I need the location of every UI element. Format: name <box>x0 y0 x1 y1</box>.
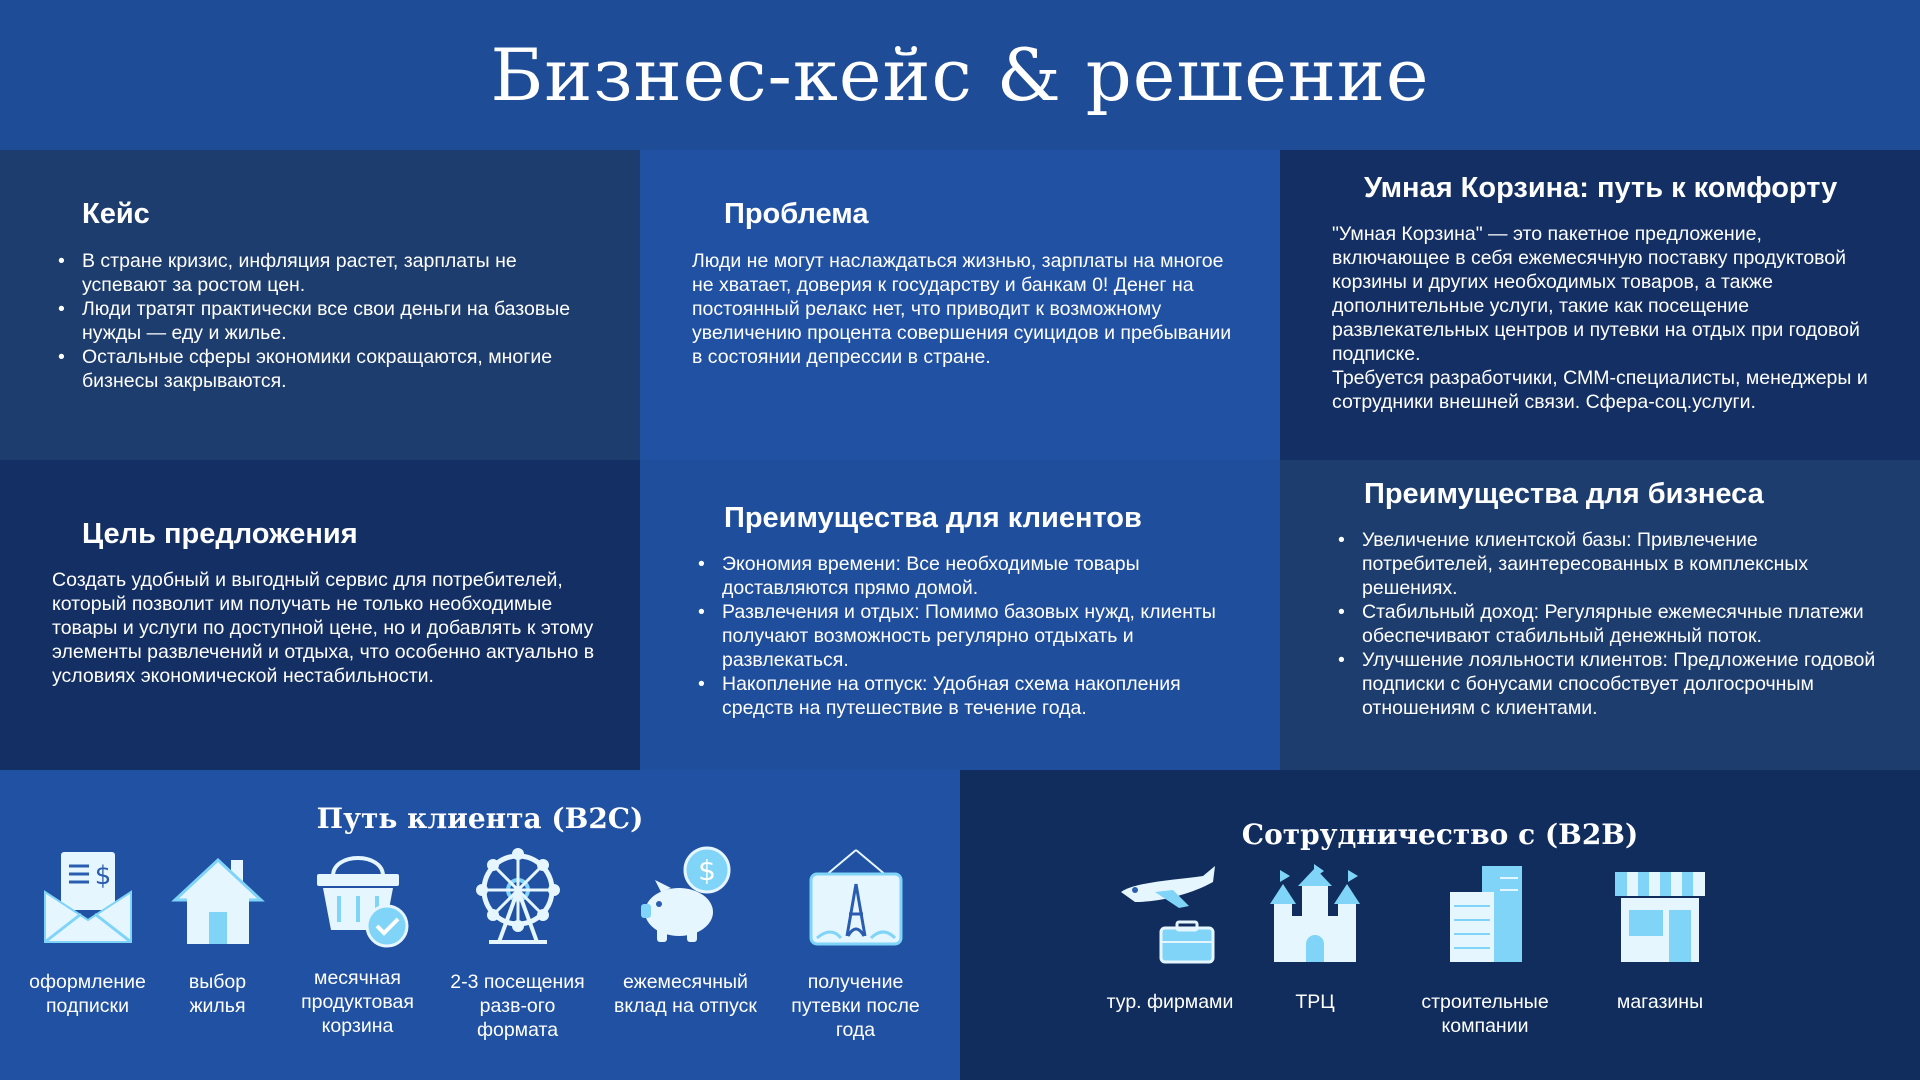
business-benefit-item: • Улучшение лояльности клиентов: Предложение годовой подписки с бонусами способствует долгосрочным отношениям с клиентами. <box>1332 648 1887 720</box>
goal-body: Создать удобный и выгодный сервис для потребителей, который позволит им получать не только необходимые товары и услуги по доступной цене, но и добавлять к этому элементы развлечений и отдыха, что особенно актуально в условиях экономической нестабильности. <box>52 569 595 687</box>
b2c-step-voucher <box>773 842 938 1042</box>
envelope-icon <box>33 842 143 952</box>
castle-icon <box>1260 862 1370 972</box>
smart-basket-panel <box>1280 150 1920 460</box>
b2c-step-label: 2-3 посещения разв-ого формата <box>450 971 585 1041</box>
b2b-partner-construction <box>1400 862 1570 1038</box>
case-item: • Люди тратят практически все свои деньги на базовые нужды — еду и жилье. <box>52 297 582 345</box>
b2b-partner-label: строительные компании <box>1421 991 1549 1037</box>
business-benefits-panel <box>1280 460 1920 770</box>
business-benefits-body <box>1332 528 1887 720</box>
b2c-step-basket <box>285 842 430 1038</box>
b2c-step-savings <box>603 842 768 1018</box>
house-icon <box>163 842 273 952</box>
case-item: • В стране кризис, инфляция растет, зарплаты не успевают за ростом цен. <box>52 249 582 297</box>
b2c-step-label: выбор жилья <box>188 971 247 1017</box>
client-benefit-item: • Развлечения и отдых: Помимо базовых нужд, клиенты получают возможность регулярно отдыхать и развлекаться. <box>692 600 1237 672</box>
b2b-partner-label: ТРЦ <box>1295 991 1335 1013</box>
ferris-wheel-icon <box>463 842 573 952</box>
client-benefit-item: • Накопление на отпуск: Удобная схема накопления средств на путешествие в течение года. <box>692 672 1237 720</box>
client-benefits-body <box>692 552 1237 720</box>
goal-panel <box>0 460 640 770</box>
piggy-bank-icon <box>631 842 741 952</box>
b2c-step-label: получение путевки после года <box>791 971 920 1041</box>
basket-icon <box>303 842 413 952</box>
shop-icon <box>1605 862 1715 972</box>
problem-body: Люди не могут наслаждаться жизнью, зарплаты на многое не хватает, доверия к государству и банкам 0! Денег на постоянный релакс нет, что приводит к возможному увеличению процента совершения суицидов и пребывании в состоянии депрессии в стране. <box>692 250 1232 368</box>
b2b-panel <box>960 770 1920 1080</box>
svg-text:$: $ <box>697 854 716 887</box>
problem-heading: Проблема <box>724 198 869 230</box>
client-benefits-panel <box>640 460 1280 770</box>
b2b-partner-shops <box>1600 862 1720 1014</box>
b2c-step-label: ежемесячный вклад на отпуск <box>614 971 757 1017</box>
smart-basket-requirements: Требуется разработчики, СММ-специалисты, менеджеры и сотрудники внешней связи. Сфера-соц.услуги. <box>1332 367 1868 413</box>
case-item: • Остальные сферы экономики сокращаются, многие бизнесы закрываются. <box>52 345 582 393</box>
b2b-partner-label: тур. фирмами <box>1106 991 1234 1013</box>
b2c-heading: Путь клиента (B2C) <box>316 802 644 835</box>
b2c-step-subscription <box>10 842 165 1018</box>
b2c-step-label: месячная продуктовая корзина <box>301 967 414 1037</box>
case-panel <box>0 150 640 460</box>
case-heading: Кейс <box>82 198 150 230</box>
smart-basket-body <box>1332 222 1872 414</box>
problem-panel <box>640 150 1280 460</box>
page-title: Бизнес-кейс & решение <box>490 33 1430 117</box>
business-benefit-item: • Увеличение клиентской базы: Привлечение потребителей, заинтересованных в комплексных решениях. <box>1332 528 1887 600</box>
plane-suitcase-icon <box>1115 862 1225 972</box>
paris-picture-icon <box>801 842 911 952</box>
goal-heading: Цель предложения <box>82 518 358 550</box>
client-benefit-item: • Экономия времени: Все необходимые товары доставляются прямо домой. <box>692 552 1237 600</box>
b2c-panel <box>0 770 960 1080</box>
b2b-partner-label: магазины <box>1616 991 1704 1013</box>
b2c-step-entertainment <box>440 842 595 1042</box>
smart-basket-description: "Умная Корзина" — это пакетное предложение, включающее в себя ежемесячную поставку продуктовой корзины и других необходимых товаров, а также дополнительные услуги, такие как посещение развлекательных центров и путевки на отдых при годовой подписке. <box>1332 223 1860 365</box>
b2c-step-housing <box>160 842 275 1018</box>
buildings-icon <box>1430 862 1540 972</box>
b2b-partner-travel <box>1090 862 1250 1014</box>
header <box>0 0 1920 150</box>
b2b-heading: Сотрудничество с (B2B) <box>1241 818 1639 851</box>
case-body <box>52 249 582 393</box>
business-benefits-heading: Преимущества для бизнеса <box>1364 478 1764 510</box>
svg-text:$: $ <box>94 861 111 891</box>
client-benefits-heading: Преимущества для клиентов <box>724 502 1142 534</box>
b2b-partner-mall <box>1260 862 1370 1014</box>
business-benefit-item: • Стабильный доход: Регулярные ежемесячные платежи обеспечивают стабильный денежный поток. <box>1332 600 1887 648</box>
smart-basket-heading: Умная Корзина: путь к комфорту <box>1364 172 1838 204</box>
b2c-step-label: оформление подписки <box>29 971 146 1017</box>
